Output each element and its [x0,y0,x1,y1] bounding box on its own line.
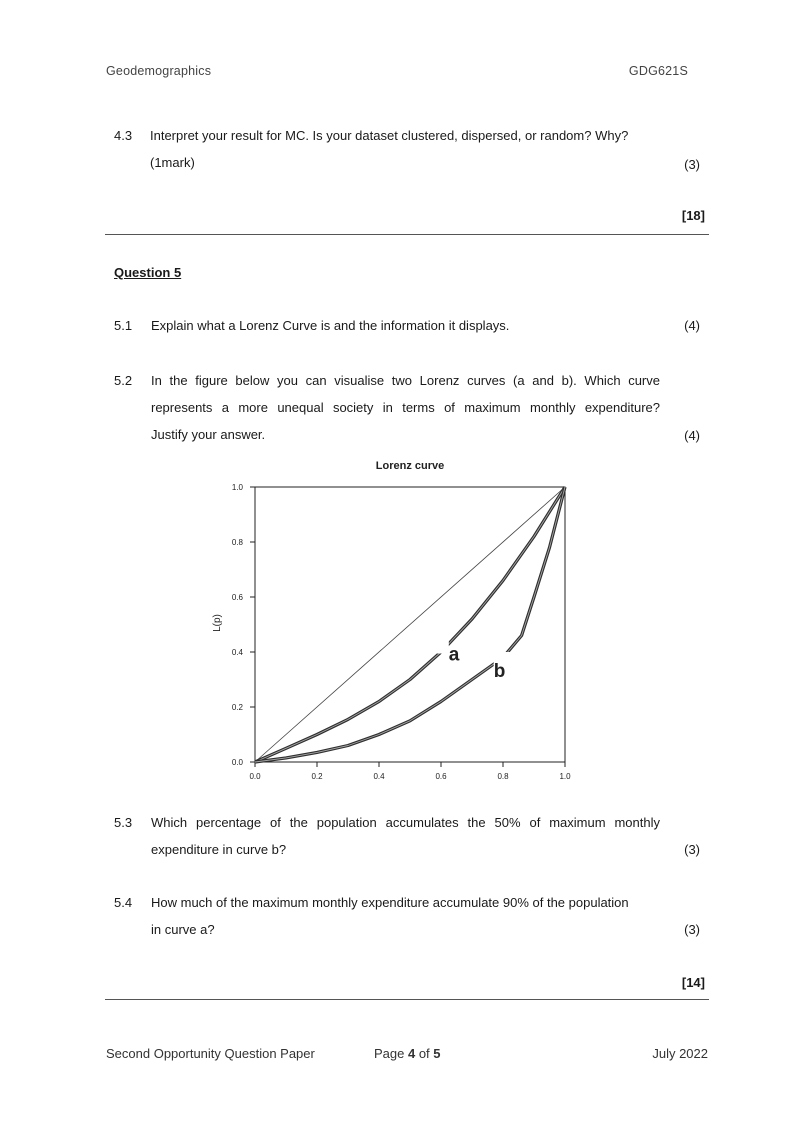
question-text-line2: in curve a? [151,922,215,937]
page-of: of [415,1046,434,1061]
page-total: 5 [433,1046,441,1061]
section-divider [105,999,709,1000]
question-number: 5.1 [114,318,133,333]
question-5-4 [114,889,674,943]
question-number: 4.3 [114,128,133,143]
question-text-line2: (1mark) [150,155,195,170]
y-tick-label: 0.8 [231,538,243,547]
x-tick-label: 0.8 [497,772,509,781]
question-text-line3: Justify your answer. [151,427,266,442]
label-gap-a [435,636,449,654]
question-5-heading: Question 5 [114,265,182,280]
question-text: How much of the maximum monthly expenditure accumulate 90% of the population [151,895,629,910]
question-4-3 [114,122,674,176]
lorenz-chart [190,450,610,795]
marks-5-4: (3) [684,922,700,937]
page-current: 4 [407,1046,416,1061]
marks-5-3: (3) [684,842,700,857]
y-tick-label: 0.0 [231,758,243,767]
section-divider [105,234,709,235]
question-5-3 [114,809,660,863]
total-question-4: [18] [681,208,705,223]
y-axis-label: L(p) [212,614,223,632]
question-5-2 [114,367,660,448]
question-text-line2: represents a more unequal society in terms of maximum monthly expenditure? [151,400,660,415]
question-number: 5.4 [114,895,133,910]
question-text: Explain what a Lorenz Curve is and the information it displays. [151,318,510,333]
x-tick-label: 0.4 [373,772,385,781]
question-number: 5.2 [114,373,133,388]
footer-date: July 2022 [652,1046,708,1061]
footer-page-number [374,1046,441,1061]
curve-label-a: a [448,644,460,666]
y-tick-label: 1.0 [231,483,243,492]
question-text-line2: expenditure in curve b? [151,842,287,857]
x-tick-label: 1.0 [559,772,571,781]
question-text: In the figure below you can visualise two Lorenz curves (a and b). Which curve [151,373,660,388]
page-prefix: Page [374,1046,408,1061]
y-tick-label: 0.2 [231,703,243,712]
chart-title: Lorenz curve [375,460,445,472]
total-question-5: [14] [681,975,705,990]
marks-5-1: (4) [684,318,700,333]
x-tick-label: 0.0 [249,772,261,781]
marks-4-3: (3) [684,157,700,172]
question-number: 5.3 [114,815,133,830]
question-text: Interpret your result for MC. Is your dataset clustered, dispersed, or random? Why? [150,128,629,143]
question-5-1 [114,312,674,339]
header-course-code: GDG621S [628,64,688,78]
question-text: Which percentage of the population accumulates the 50% of maximum monthly [151,815,660,830]
footer-paper-title: Second Opportunity Question Paper [106,1046,315,1061]
y-tick-label: 0.4 [231,648,243,657]
curve-label-b: b [493,660,506,682]
marks-5-2: (4) [684,428,700,443]
x-tick-label: 0.2 [311,772,323,781]
y-tick-label: 0.6 [231,593,243,602]
header-course-name: Geodemographics [106,64,212,78]
x-tick-label: 0.6 [435,772,447,781]
